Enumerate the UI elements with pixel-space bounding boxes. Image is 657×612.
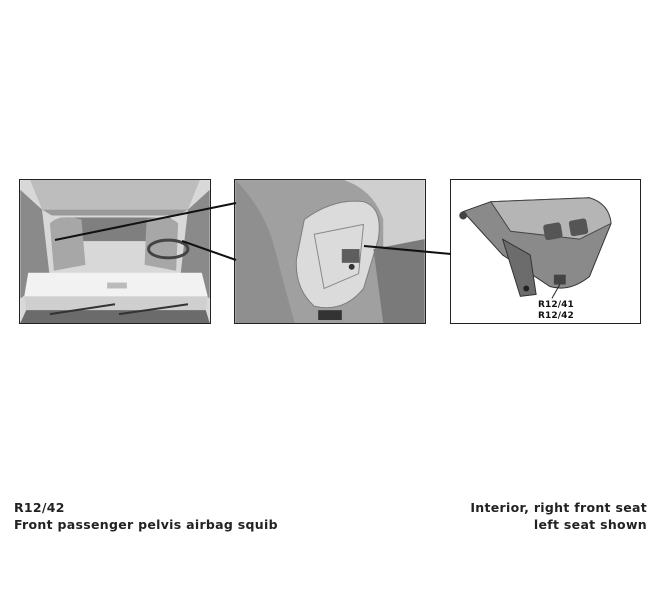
seat-side-illustration bbox=[235, 180, 425, 323]
component-name: Front passenger pelvis airbag squib bbox=[14, 517, 278, 532]
vehicle-interior-illustration bbox=[20, 180, 210, 323]
vehicle-interior-view bbox=[19, 179, 211, 324]
connector-label-r12-41: R12/41 bbox=[538, 300, 574, 310]
seat-closeup-view bbox=[234, 179, 426, 324]
location-text: Interior, right front seat bbox=[470, 500, 647, 515]
connector-label-r12-42: R12/42 bbox=[538, 311, 574, 321]
component-code: R12/42 bbox=[14, 500, 65, 515]
location-note: left seat shown bbox=[533, 517, 647, 532]
